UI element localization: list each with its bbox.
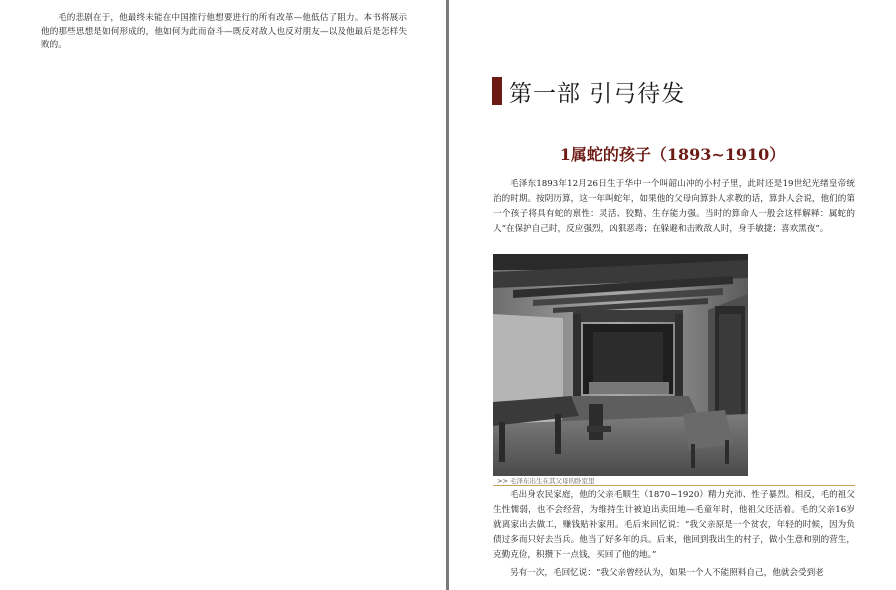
part-title: 第一部 引弓待发 xyxy=(509,80,686,107)
chapter-title: 1属蛇的孩子（1893~1910） xyxy=(559,145,786,164)
body-paragraph-1: 毛泽东1893年12月26日生于华中一个叫韶山冲的小村子里，此时还是19世纪光绪皇帝统治的时期。按阴历算，这一年叫蛇年，如果他的父母向算卦人求教的话，算卦人会说，他们的第一个孩子将具有蛇的禀性：灵活、狡黠、生存能力强。当时的算命人一般会这样解释：属蛇的人“在保护自己时，反应强烈，凶狠恶毒；在躲避和击败敌人时，身手敏捷；喜欢黑夜”。 xyxy=(493,179,855,234)
part-heading xyxy=(492,77,685,105)
right-page xyxy=(449,0,896,590)
caption-divider xyxy=(493,485,855,486)
body-paragraph-3: 另有一次，毛回忆说：“我父亲曾经认为，如果一个人不能照料自己，他就会受到老 xyxy=(510,568,824,578)
left-page-paragraph: 毛的悲剧在于，他最终未能在中国推行他想要进行的所有改革—他低估了阻力。本书将展示他的那些思想是如何形成的，他如何为此而奋斗—既反对敌人也反对朋友—以及他最后是怎样失败的。 xyxy=(41,13,407,50)
bedroom-photo xyxy=(493,254,748,476)
part-heading-marker xyxy=(492,77,502,105)
left-page xyxy=(0,0,446,590)
body-paragraph-2: 毛出身农民家庭，他的父亲毛顺生（1870~1920）精力充沛、性子暴烈。相反，毛的祖父生性懦弱，也不会经营，为维持生计被迫出卖田地—毛童年时，他祖父还活着。毛的父亲16岁就离家出去做工，赚钱贴补家用。毛后来回忆说：“我父亲原是一个贫农，年轻的时候，因为负债过多而只好去当兵。他当了好多年的兵。后来，他回到我出生的村子，做小生意和别的营生，克勤克俭，积攒下一点钱，买回了他的地。” xyxy=(493,490,855,560)
photo-caption: >> 毛泽东出生在其父母的卧室里 xyxy=(497,477,595,485)
